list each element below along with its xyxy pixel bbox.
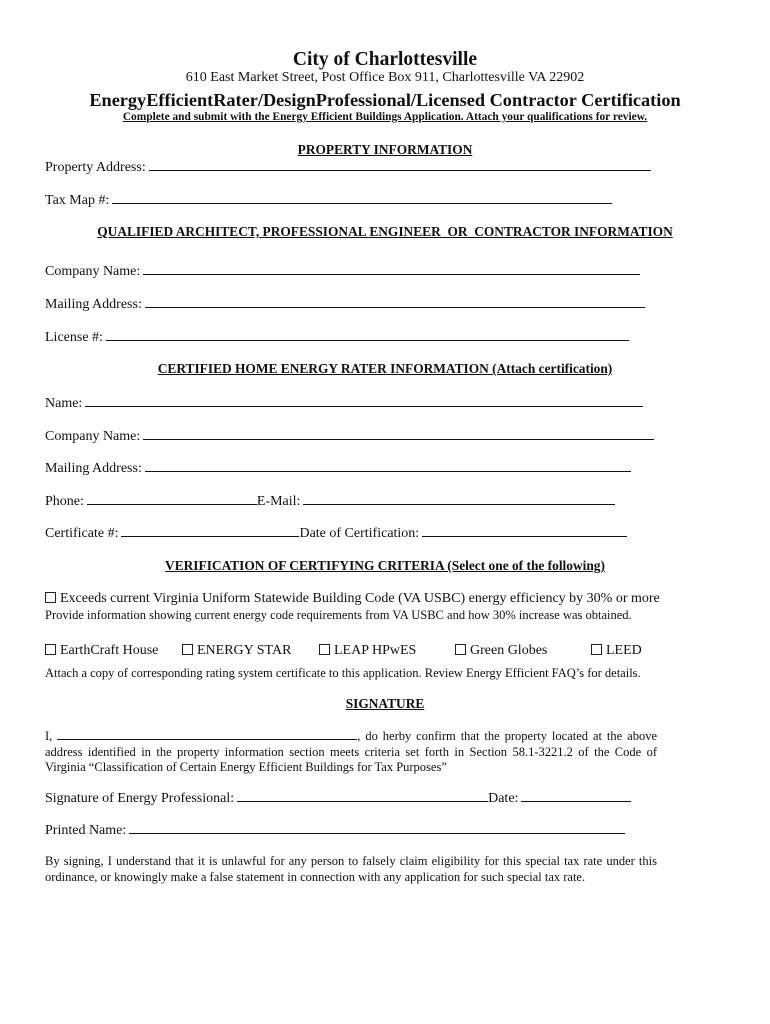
rater-name-label: Name: — [45, 396, 83, 411]
rater-mailing-row — [45, 458, 657, 478]
rater-phone-row — [45, 491, 657, 511]
rater-phone-field[interactable] — [87, 491, 257, 505]
option-energy-star-label: ENERGY STAR — [197, 643, 292, 658]
tax-map-label: Tax Map #: — [45, 193, 110, 208]
option-leap[interactable] — [319, 642, 416, 660]
license-label: License #: — [45, 330, 103, 345]
property-address-field[interactable] — [149, 157, 651, 171]
tax-map-field[interactable] — [112, 190, 612, 204]
exceeds-checkbox[interactable] — [45, 592, 56, 603]
signature-date-field[interactable] — [521, 788, 631, 802]
tax-map-row — [45, 190, 657, 210]
rater-heading: CERTIFIED HOME ENERGY RATER INFORMATION (Attach certification) — [157, 361, 613, 376]
qualified-mailing-row — [45, 294, 657, 314]
property-address-label: Property Address: — [45, 160, 146, 175]
printed-name-label: Printed Name: — [45, 823, 127, 838]
qualified-mailing-label: Mailing Address: — [45, 297, 142, 312]
rater-mailing-label: Mailing Address: — [45, 461, 142, 476]
rating-options-row — [45, 642, 657, 660]
option-leap-label: LEAP HPwES — [334, 643, 417, 658]
signature-heading: SIGNATURE — [345, 696, 425, 711]
rater-company-field[interactable] — [143, 426, 654, 440]
printed-name-row — [45, 820, 657, 840]
rater-phone-label: Phone: — [45, 494, 84, 509]
property-address-row — [45, 157, 657, 177]
exceeds-note: Provide information showing current energy code requirements from VA USBC and how 30% increase was obtained. — [45, 608, 632, 622]
rater-certificate-row — [45, 523, 657, 543]
exceeds-label: Exceeds current Virginia Uniform Statewide Building Code (VA USBC) energy efficiency by 30% or more — [60, 591, 660, 606]
rater-certificate-field[interactable] — [121, 523, 299, 537]
form-title: EnergyEfficientRater/DesignProfessional/Licensed Contractor Certification — [89, 90, 681, 110]
exceeds-row — [45, 590, 660, 608]
option-earthcraft-label: EarthCraft House — [60, 643, 159, 658]
signature-field[interactable] — [237, 788, 488, 802]
option-green-globes-label: Green Globes — [470, 643, 548, 658]
closing-paragraph: By signing, I understand that it is unlawful for any person to falsely claim eligibility for this special tax rate under this ordinance, or knowingly make a false statement in connection with any application for such special tax rate. — [45, 854, 657, 884]
signature-label: Signature of Energy Professional: — [45, 791, 235, 806]
license-field[interactable] — [106, 327, 629, 341]
qualified-mailing-field[interactable] — [145, 294, 645, 308]
option-leap-checkbox[interactable] — [319, 644, 330, 655]
option-leed[interactable] — [591, 642, 642, 660]
rater-name-row — [45, 393, 657, 413]
qualified-heading: QUALIFIED ARCHITECT, PROFESSIONAL ENGINEER OR CONTRACTOR INFORMATION — [97, 224, 673, 239]
option-energy-star[interactable] — [182, 642, 291, 660]
rater-mailing-field[interactable] — [145, 458, 631, 472]
qualified-company-label: Company Name: — [45, 264, 141, 279]
qualified-company-field[interactable] — [143, 261, 640, 275]
option-earthcraft[interactable] — [45, 642, 158, 660]
qualified-company-row — [45, 261, 657, 281]
option-green-globes-checkbox[interactable] — [455, 644, 466, 655]
option-leed-label: LEED — [606, 643, 642, 658]
rater-email-field[interactable] — [303, 491, 615, 505]
attach-note: Attach a copy of corresponding rating system certificate to this application. Review Energy Efficient FAQ’s for details. — [45, 666, 641, 680]
option-earthcraft-checkbox[interactable] — [45, 644, 56, 655]
signature-date-label: Date: — [488, 791, 519, 806]
city-title: City of Charlottesville — [292, 49, 478, 70]
confirmation-text: , do herby confirm that the property located at the above address identified in the property information section meets criteria set forth in Section 58.1-3221.2 of the Code of Virginia “Classification of Certain Energy Efficient Buildings for Tax Purposes” — [45, 729, 657, 774]
confirmation-paragraph — [45, 727, 657, 776]
rater-email-label: E-Mail: — [256, 494, 301, 509]
verification-heading: VERIFICATION OF CERTIFYING CRITERIA (Select one of the following) — [165, 558, 605, 573]
confirmation-name-field[interactable] — [57, 727, 357, 740]
rater-cert-date-label: Date of Certification: — [299, 526, 420, 541]
form-instruction: Complete and submit with the Energy Efficient Buildings Application. Attach your qualifications for review. — [122, 111, 648, 123]
option-leed-checkbox[interactable] — [591, 644, 602, 655]
rater-company-row — [45, 426, 657, 446]
confirmation-prefix: I, — [45, 729, 53, 743]
option-energy-star-checkbox[interactable] — [182, 644, 193, 655]
rater-company-label: Company Name: — [45, 429, 141, 444]
property-heading: PROPERTY INFORMATION — [297, 142, 473, 157]
city-address: 610 East Market Street, Post Office Box 911, Charlottesville VA 22902 — [185, 70, 585, 85]
printed-name-field[interactable] — [129, 820, 625, 834]
rater-certificate-label: Certificate #: — [45, 526, 119, 541]
license-row — [45, 327, 657, 347]
option-green-globes[interactable] — [455, 642, 547, 660]
signature-row — [45, 788, 657, 808]
rater-name-field[interactable] — [85, 393, 643, 407]
rater-cert-date-field[interactable] — [422, 523, 627, 537]
